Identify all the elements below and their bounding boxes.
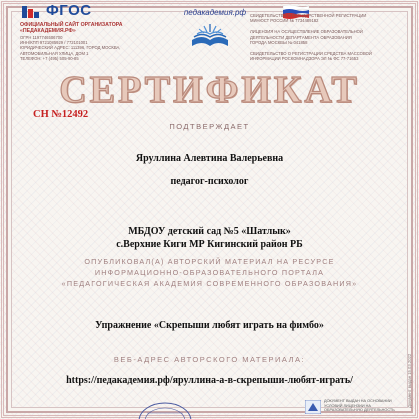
organizer-detail-line: ЮРИДИЧЕСКИЙ АДРЕС: 111396, ГОРОД МОСКВА, <box>20 45 121 51</box>
organizer-detail-line: ИНН/КПП 9721085929 / 772101001 <box>20 40 88 46</box>
work-title: Упражнение «Скрепыши любят играть на фимбо» <box>95 320 324 331</box>
registration-line: МИНЮСТ РОССИИ № 7734489182 <box>250 18 319 24</box>
license-emblem-icon <box>305 400 321 414</box>
license-line: ДОКУМЕНТ ВЫДАН НА ОСНОВАНИИ <box>324 399 392 403</box>
registration-line: ИНФОРМАЦИИ РОСКОМНАДЗОРА ЭЛ № ФС 77-71653 <box>250 56 359 62</box>
fgos-label: ФГОС <box>46 2 92 19</box>
fgos-logo-icon <box>22 6 42 18</box>
organizer-title: ОФИЦИАЛЬНЫЙ САЙТ ОРГАНИЗАТОРА «ПЕДАКАДЕМИЯ.РФ» <box>20 22 123 34</box>
registration-line: СВИДЕТЕЛЬСТВО О ГОСУДАРСТВЕННОЙ РЕГИСТРАЦИИ <box>250 13 367 18</box>
organizer-detail-line: АВТОМОБИЛЬНАЯ УЛИЦА, ДОМ 1 <box>20 50 89 56</box>
license-text <box>324 399 402 413</box>
license-badge <box>305 398 400 418</box>
url-label: ВЕБ-АДРЕС АВТОРСКОГО МАТЕРИАЛА: <box>113 355 306 364</box>
license-line: УСЛОВИЙ ЛИЦЕНЗИИ НА <box>324 403 371 408</box>
registration-line: ГОРОДА МОСКВЫ № 041858 <box>250 39 308 45</box>
seal-stamp-icon <box>135 401 195 419</box>
publication-line: ОПУБЛИКОВАЛ(А) АВТОРСКИЙ МАТЕРИАЛ НА РЕСУРСЕ <box>84 257 335 266</box>
certificate-number: СН №12492 <box>33 109 89 120</box>
organizer-detail-line: ТЕЛЕФОН: +7 (495) 505-90-85 <box>20 55 79 61</box>
recipient-position: педагог-психолог <box>170 176 249 187</box>
recipient-name: Яруллина Алевтина Валерьевна <box>135 153 284 164</box>
registration-details <box>250 13 400 61</box>
organization-name: МБДОУ детский сад №5 «Шатлык» <box>128 226 291 237</box>
site-label: педакадемия.рф <box>183 8 247 17</box>
registration-line: ЛИЦЕНЗИЯ НА ОСУЩЕСТВЛЕНИЕ ОБРАЗОВАТЕЛЬНОЙ <box>250 29 363 35</box>
material-url[interactable]: https://педакадемия.рф/яруллина-а-в-скрепыши-любят-играть/ <box>66 375 353 386</box>
open-book-icon <box>188 20 232 52</box>
registration-line: ДЕЯТЕЛЬНОСТИ ДЕПАРТАМЕНТА ОБРАЗОВАНИЯ <box>250 34 352 40</box>
license-line: ОБРАЗОВАТЕЛЬНУЮ ДЕЯТЕЛЬНОСТЬ <box>324 408 395 413</box>
publication-line: «ПЕДАГОГИЧЕСКАЯ АКАДЕМИЯ СОВРЕМЕННОГО ОБРАЗОВАНИЯ» <box>61 279 358 288</box>
certificate-title: СЕРТИФИКАТ <box>59 69 360 111</box>
publication-line: ИНФОРМАЦИОННО-ОБРАЗОВАТЕЛЬНОГО ПОРТАЛА <box>94 268 325 277</box>
registration-line: СВИДЕТЕЛЬСТВО О РЕГИСТРАЦИИ СРЕДСТВА МАССОВОЙ <box>250 51 372 57</box>
organizer-details <box>20 35 160 61</box>
publication-statement <box>20 256 399 289</box>
side-issue-text: Документ выдан 15.03.2022 <box>407 353 412 408</box>
side-issue-note <box>404 330 414 410</box>
confirms-label: ПОДТВЕРЖДАЕТ <box>169 122 250 131</box>
organization-location: с.Верхние Киги МР Кигинский район РБ <box>116 239 303 250</box>
organizer-detail-line: ОГРН 1197746506700 <box>20 35 63 40</box>
